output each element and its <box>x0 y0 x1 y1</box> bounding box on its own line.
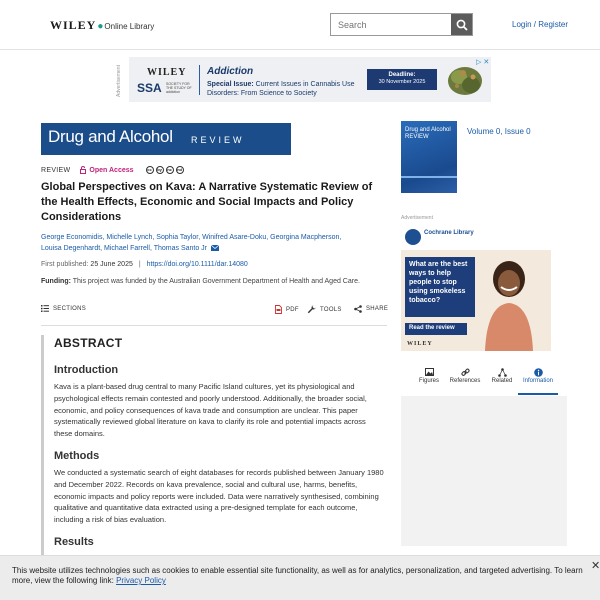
email-icon[interactable] <box>211 245 219 251</box>
search-icon <box>456 19 468 31</box>
article-toolbar <box>41 303 387 317</box>
ad-side-label: Advertisement <box>116 65 122 97</box>
publication-info <box>41 261 248 268</box>
journal-cover[interactable] <box>401 121 457 193</box>
image-icon <box>425 368 434 376</box>
ad-special-issue <box>207 80 377 98</box>
search-box <box>330 13 473 36</box>
sections-button[interactable] <box>41 305 86 312</box>
apsad-emblem-icon <box>303 126 319 142</box>
ad-choices-icon[interactable]: ▷ ✕ <box>476 59 490 66</box>
list-icon <box>41 305 49 312</box>
ad-journal-name: Addiction <box>207 66 254 77</box>
ad-deadline-label: Deadline: <box>388 72 416 78</box>
journal-banner[interactable] <box>41 123 319 155</box>
sidebar-ad-label: Advertisement <box>401 215 433 221</box>
logo-brand: WILEY <box>50 18 97 32</box>
introduction-text: Kava is a plant-based drug central to many Pacific Island cultures, yet its physiological and psychological effects remain contested and poorly understood. Additionally, the broader social, economic, and policy consequences of kava trade and consumption are unclear. This paper systematically reviewed global literature on kava to clarify its role and potential impacts across these domains. <box>54 382 367 439</box>
sidebar-advertisement[interactable] <box>401 225 551 351</box>
network-icon <box>498 368 507 377</box>
ad-special-issue-label: Special Issue: <box>207 81 254 88</box>
sidebar-ad-headline: What are the best ways to help people to stop using smokeless tobacco? <box>405 257 475 317</box>
wrench-icon <box>307 305 316 314</box>
tools-label: TOOLS <box>320 306 342 313</box>
toolbar-divider <box>41 325 387 326</box>
results-heading: Results <box>54 535 94 548</box>
ad-society-name: SOCIETY FOR THE STUDY OF addiction <box>166 82 192 94</box>
tab-related-label: Related <box>491 378 513 384</box>
sections-label: SECTIONS <box>53 305 87 312</box>
cc-by-icon: by <box>157 167 162 172</box>
close-icon[interactable]: ✕ <box>591 560 600 572</box>
article-meta-row <box>41 165 184 175</box>
logo-product: Online Library <box>104 22 155 31</box>
tab-information-label: Information <box>522 378 553 384</box>
tab-figures[interactable] <box>409 366 449 384</box>
tab-information[interactable] <box>518 366 558 395</box>
open-access-label: Open Access <box>89 166 134 174</box>
info-icon <box>534 368 543 377</box>
cc-nc-icon: nc <box>167 167 172 172</box>
abstract-section <box>54 336 386 548</box>
link-icon <box>461 368 470 377</box>
abstract-accent-bar <box>41 335 44 555</box>
logo-dot-icon: ● <box>97 21 104 32</box>
cookie-banner <box>0 555 600 600</box>
article-type: REVIEW <box>41 166 71 174</box>
wiley-logo[interactable] <box>50 18 154 33</box>
pdf-icon <box>275 305 282 314</box>
article-title: Global Perspectives on Kava: A Narrative Systematic Review of the Health Effects, Economic and Social Impacts and Policy Considerations <box>41 181 373 223</box>
pdf-label: PDF <box>286 306 299 313</box>
tab-references-label: References <box>449 378 481 384</box>
banner-journal-subtitle: REVIEW <box>191 135 245 145</box>
first-published-date: 25 June 2025 <box>90 261 133 268</box>
ad-deadline-date: 30 November 2025 <box>378 79 426 85</box>
cover-title: Drug and Alcohol REVIEW <box>405 127 451 140</box>
search-input[interactable] <box>331 14 451 35</box>
first-published-label: First published: <box>41 261 89 268</box>
share-button[interactable] <box>354 305 388 313</box>
open-access-badge <box>80 166 133 174</box>
cc-nd-icon: nd <box>177 167 182 172</box>
methods-heading: Methods <box>54 449 100 462</box>
sidebar-ad-wiley-logo: WILEY <box>407 341 433 347</box>
funding-text: This project was funded by the Australian Government Department of Health and Aged Care. <box>72 278 360 285</box>
sidebar-ad-header <box>401 225 551 250</box>
site-header <box>0 0 600 50</box>
login-register-link[interactable]: Login / Register <box>512 20 569 29</box>
author-list <box>41 232 361 254</box>
cochrane-logo-icon <box>405 229 421 245</box>
funding-label: Funding: <box>41 278 71 285</box>
tab-related[interactable] <box>482 366 522 384</box>
ad-deadline-box <box>367 69 437 90</box>
authors-text[interactable]: George Economidis, Michelle Lynch, Sophia Taylor, Winifred Asare-Doku, Georgina Macpherson, Louisa Degenhardt, Michael Farrell, Thomas Santo Jr <box>41 234 342 252</box>
cochrane-logo-text: Cochrane Library <box>424 230 474 236</box>
ad-divider <box>199 65 200 95</box>
search-button[interactable] <box>451 14 472 35</box>
volume-issue-link[interactable]: Volume 0, Issue 0 <box>467 127 531 136</box>
methods-text: We conducted a systematic search of eight databases for records published between January 1980 and December 2022. Records on kava prevalence, social and cultural use, harms, benefits, economic impacts and policy reports were included. Data were narratively synthesised, combining qualitative and quantitative data extracted using a pre-designed template for each outcome, including a risk of bias evaluation. <box>54 467 384 525</box>
cookie-message <box>12 566 587 586</box>
license-icons[interactable] <box>146 166 184 174</box>
cover-stripe <box>401 176 457 178</box>
sidebar-info-panel <box>401 396 567 546</box>
funding-statement <box>41 278 360 285</box>
abstract-heading: ABSTRACT <box>54 336 123 350</box>
doi-link[interactable]: https://doi.org/10.1111/dar.14080 <box>146 261 248 268</box>
banner-society: APSAD <box>294 142 319 149</box>
tab-references[interactable] <box>445 366 485 384</box>
pdf-button[interactable] <box>275 305 299 314</box>
tools-button[interactable] <box>307 305 342 314</box>
ad-special-issue-text: Current Issues in Cannabis Use Disorders: From Science to Society <box>207 81 355 97</box>
open-lock-icon <box>80 166 86 174</box>
pub-separator: | <box>138 261 141 268</box>
banner-journal-title: Drug and Alcohol <box>48 127 173 146</box>
cookie-text: This website utilizes technologies such as cookies to enable essential site functionality, as well as for analytics, personalization, and targeted advertising. To learn more, view the following link: <box>12 566 583 585</box>
top-advertisement[interactable] <box>129 57 491 102</box>
ad-wiley-logo: WILEY <box>147 67 187 78</box>
sidebar-tabs <box>401 366 567 396</box>
cc-icon: cc <box>147 167 152 172</box>
privacy-policy-link[interactable]: Privacy Policy <box>116 576 166 585</box>
share-icon <box>354 305 362 313</box>
tab-figures-label: Figures <box>418 378 439 384</box>
read-review-button[interactable]: Read the review <box>405 323 467 335</box>
share-label: SHARE <box>366 306 389 312</box>
introduction-heading: Introduction <box>54 364 119 376</box>
woman-photo <box>479 253 539 351</box>
ad-ssa-logo: SSA <box>137 81 162 95</box>
